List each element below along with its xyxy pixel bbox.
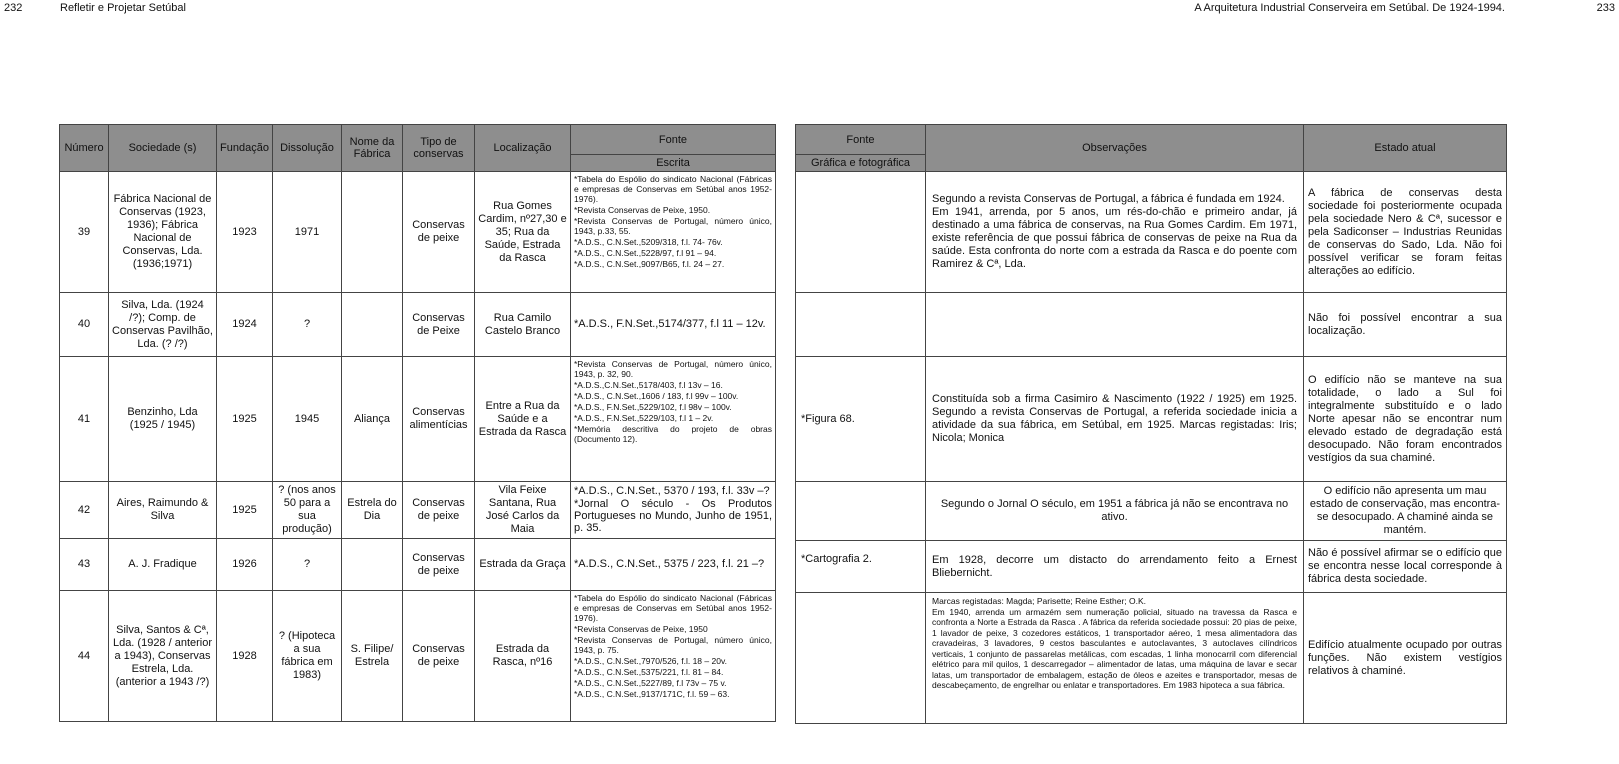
source-entry: *A.D.S., C.N.Set.,5209/318, f.l. 74- 76v. <box>574 237 723 247</box>
cell-tipo: Conservas alimentícias <box>403 357 475 482</box>
cell-nome-fabrica: Estrela do Dia <box>342 482 403 539</box>
cell-sociedade: Silva, Lda. (1924 /?); Comp. de Conservas Pavilhão, Lda. (? /?) <box>109 293 217 357</box>
header-escrita: Escrita <box>571 155 776 172</box>
cell-fonte-escrita <box>571 357 776 482</box>
cell-numero: 44 <box>60 591 109 722</box>
source-entry: *A.D.S., C.N.Set.,5227/89, f.l 73v – 75 v. <box>574 678 727 688</box>
cell-estado-atual: A fábrica de conservas desta sociedade foi posteriormente ocupada pela sociedade Nero & Cª, sucessor e pela Sadiconser – Industrias Reunidas de conservas do Sado, Lda. Não foi possível verificar se foram feitas alterações ao edifício. <box>1304 172 1507 293</box>
cell-estado-atual: O edifício não apresenta um mau estado de conservação, mas encontra-se desocupado. A chaminé ainda se mantém. <box>1304 482 1507 541</box>
cell-dissolucao: 1971 <box>273 172 342 293</box>
cell-localizacao: Entre a Rua da Saúde e a Estrada da Rasca <box>475 357 571 482</box>
cell-numero: 42 <box>60 482 109 539</box>
header-numero: Número <box>60 125 109 172</box>
table-row <box>796 482 1507 541</box>
left-page-number: 232 <box>4 2 23 14</box>
cell-observacoes <box>926 593 1304 724</box>
cell-localizacao: Rua Camilo Castelo Branco <box>475 293 571 357</box>
source-entry: *Memória descritiva do projeto de obras (Documento 12). <box>574 424 772 444</box>
observation-paragraph: Em 1928, decorre um distacto do arrendamento feito a Ernest Bliebernicht. <box>932 553 1297 579</box>
source-entry: *A.D.S., C.N.Set.,1606 / 183, f.l 99v – 100v. <box>574 391 739 401</box>
table-row <box>60 591 776 722</box>
source-entry: *A.D.S., F.N.Set.,5229/102, f.l 98v – 100v. <box>574 402 732 412</box>
source-entry: *A.D.S.,C.N.Set.,5178/403, f.l 13v – 16. <box>574 380 723 390</box>
cell-fonte-escrita <box>571 293 776 357</box>
source-entry: *A.D.S., C.N.Set., 5375 / 223, f.l. 21 –? <box>574 558 765 570</box>
observation-paragraph: Segundo o Jornal O século, em 1951 a fábrica já não se encontrava no ativo. <box>940 498 1289 523</box>
cell-dissolucao: ? (Hipoteca a sua fábrica em 1983) <box>273 591 342 722</box>
observation-paragraph: Segundo a revista Conservas de Portugal, a fábrica é fundada em 1924. <box>932 193 1285 205</box>
cell-fundacao: 1928 <box>217 591 273 722</box>
cell-sociedade: Benzinho, Lda (1925 / 1945) <box>109 357 217 482</box>
cell-observacoes <box>926 172 1304 293</box>
source-entry: *Revista Conservas de Peixe, 1950 <box>574 624 708 634</box>
cell-numero: 41 <box>60 357 109 482</box>
header-dissolucao: Dissolução <box>273 125 342 172</box>
table-row <box>60 357 776 482</box>
header-nome-fabrica: Nome da Fábrica <box>342 125 403 172</box>
factories-table-left <box>59 124 776 722</box>
cell-estado-atual: O edifício não se manteve na sua totalidade, o lado a Sul foi integralmente substituído e o lado Norte apesar não se encontrar num elevado estado de degradação está desocupado. Não foram encontrados vestígios da sua chaminé. <box>1304 357 1507 482</box>
source-entry: *Tabela do Espólio do sindicato Nacional (Fábricas e empresas de Conservas em Setúbal anos 1952-1976). <box>574 174 772 204</box>
cell-nome-fabrica <box>342 539 403 591</box>
source-entry: *Revista Conservas de Peixe, 1950. <box>574 205 711 215</box>
cell-grafica <box>796 482 926 541</box>
right-page-number: 233 <box>1596 2 1615 14</box>
header-fundacao: Fundação <box>217 125 273 172</box>
cell-fundacao: 1925 <box>217 482 273 539</box>
cell-tipo: Conservas de peixe <box>403 539 475 591</box>
header-observacoes: Observações <box>926 125 1304 172</box>
cell-fonte-escrita <box>571 172 776 293</box>
cell-sociedade: Aires, Raimundo & Silva <box>109 482 217 539</box>
observation-paragraph: Em 1941, arrenda, por 5 anos, um rés-do-chão e primeiro andar, já destinado a uma fábrica de conservas, na Rua Gomes Cardim. Em 1971, existe referência de que possui fábrica de conservas de peixe na Rua da saúde. Esta confronta do norte com a estrada da Rasca e do poente com Ramirez & Cª, Lda. <box>932 206 1297 270</box>
cell-dissolucao: 1945 <box>273 357 342 482</box>
table-row <box>796 357 1507 482</box>
cell-localizacao: Vila Feixe Santana, Rua José Carlos da Maia <box>475 482 571 539</box>
cell-sociedade: Silva, Santos & Cª, Lda. (1928 / anterior a 1943), Conservas Estrela, Lda. (anterior a 1943 /?) <box>109 591 217 722</box>
cell-observacoes <box>926 357 1304 482</box>
cell-observacoes <box>926 293 1304 357</box>
cell-estado-atual: Edifício atualmente ocupado por outras funções. Não existem vestígios relativos à chaminé. <box>1304 593 1507 724</box>
header-fonte-right: Fonte <box>796 125 926 155</box>
table-row <box>60 482 776 539</box>
observation-paragraph: Constituída sob a firma Casimiro & Nascimento (1922 / 1925) em 1925. Segundo a revista Conservas de Portugal, a referida sociedade inicia a atividade da sua fábrica, em Setúbal, em 1925. Marcas registadas: Iris; Nicola; Monica <box>932 393 1297 444</box>
source-entry: *A.D.S., F.N.Set.,5174/377, f.l 11 – 12v. <box>574 318 766 330</box>
cell-fundacao: 1924 <box>217 293 273 357</box>
table-row <box>60 172 776 293</box>
header-localizacao: Localização <box>475 125 571 172</box>
table-row <box>60 293 776 357</box>
left-running-title: Refletir e Projetar Setúbal <box>60 2 186 14</box>
cell-fundacao: 1925 <box>217 357 273 482</box>
cell-numero: 39 <box>60 172 109 293</box>
source-entry: *Jornal O século - Os Produtos Portugueses no Mundo, Junho de 1951, p. 35. <box>574 498 772 534</box>
cell-grafica: *Cartografia 2. <box>796 541 926 593</box>
table-row <box>796 293 1507 357</box>
source-entry: *A.D.S., C.N.Set.,9137/171C, f.l. 59 – 63. <box>574 689 730 699</box>
source-entry: *A.D.S., F.N.Set.,5229/103, f.l 1 – 2v. <box>574 413 714 423</box>
cell-grafica <box>796 293 926 357</box>
cell-dissolucao: ? (nos anos 50 para a sua produção) <box>273 482 342 539</box>
observation-paragraph: Em 1940, arrenda um armazém sem numeração policial, situado na travessa da Rasca e confronta a Norte a Estrada da Rasca . A fábrica da referida sociedade possui: 20 pias de peixe, 1 lavador de peixe, 3 cozedores estáticos, 1 transportador aéreo, 1 mesa alimentadora das cravadeiras, 3 lavadores, 9 cestos basculantes e autoclavantes, 3 autoclaves cilíndricos verticais, 1 conjunto de passarelas metálicas, com escadas, 1 linha monocarril com diferencial elétrico para mil quilos, 1 descarregador – alimentador de latas, uma máquina de lavar e secar latas, um transportador de embalagem, estação de óleos e azeites e transportador, mesas de descabeçamento, de engrelhar ou enlatar e transportadores. Em 1983 hipoteca a sua fábrica. <box>932 606 1297 690</box>
header-fonte: Fonte <box>571 125 776 155</box>
cell-grafica <box>796 593 926 724</box>
cell-tipo: Conservas de Peixe <box>403 293 475 357</box>
cell-dissolucao: ? <box>273 539 342 591</box>
right-running-title: A Arquitetura Industrial Conserveira em Setúbal. De 1924-1994. <box>1194 2 1505 14</box>
cell-tipo: Conservas de peixe <box>403 482 475 539</box>
header-tipo-conservas: Tipo de conservas <box>403 125 475 172</box>
cell-dissolucao: ? <box>273 293 342 357</box>
table-row <box>796 541 1507 593</box>
cell-fundacao: 1926 <box>217 539 273 591</box>
table-row <box>796 593 1507 724</box>
cell-nome-fabrica: S. Filipe/ Estrela <box>342 591 403 722</box>
source-entry: *A.D.S., C.N.Set.,5228/97, f.l 91 – 94. <box>574 248 717 258</box>
cell-sociedade: A. J. Fradique <box>109 539 217 591</box>
source-entry: *A.D.S., C.N.Set.,7970/526, f.l. 18 – 20v. <box>574 656 727 666</box>
source-entry: *Revista Conservas de Portugal, número único, 1943, p. 32, 90. <box>574 359 772 379</box>
cell-nome-fabrica <box>342 172 403 293</box>
source-entry: *A.D.S., C.N.Set., 5370 / 193, f.l. 33v –? <box>574 485 770 497</box>
cell-numero: 43 <box>60 539 109 591</box>
cell-nome-fabrica <box>342 293 403 357</box>
cell-localizacao: Rua Gomes Cardim, nº27,30 e 35; Rua da Saúde, Estrada da Rasca <box>475 172 571 293</box>
cell-observacoes <box>926 482 1304 541</box>
header-sociedade: Sociedade (s) <box>109 125 217 172</box>
cell-nome-fabrica: Aliança <box>342 357 403 482</box>
cell-localizacao: Estrada da Graça <box>475 539 571 591</box>
cell-tipo: Conservas de peixe <box>403 591 475 722</box>
cell-estado-atual: Não é possível afirmar se o edifício que se encontra nesse local corresponde à fábrica desta sociedade. <box>1304 541 1507 593</box>
source-entry: *Tabela do Espólio do sindicato Nacional (Fábricas e empresas de Conservas em Setúbal anos 1952-1976). <box>574 593 772 623</box>
header-grafica: Gráfica e fotográfica <box>796 155 926 172</box>
cell-observacoes <box>926 541 1304 593</box>
factories-table-right <box>795 124 1507 724</box>
table-row <box>60 539 776 591</box>
cell-fonte-escrita <box>571 482 776 539</box>
cell-fonte-escrita <box>571 539 776 591</box>
cell-localizacao: Estrada da Rasca, nº16 <box>475 591 571 722</box>
observation-paragraph: Marcas registadas: Magda; Parisette; Reine Esther; O.K. <box>932 596 1147 606</box>
source-entry: *A.D.S., C.N.Set.,5375/221, f.l. 81 – 84. <box>574 667 724 677</box>
cell-grafica: *Figura 68. <box>796 357 926 482</box>
header-estado-atual: Estado atual <box>1304 125 1507 172</box>
cell-estado-atual: Não foi possível encontrar a sua localização. <box>1304 293 1507 357</box>
cell-grafica <box>796 172 926 293</box>
cell-fonte-escrita <box>571 591 776 722</box>
source-entry: *Revista Conservas de Portugal, número único, 1943, p.33, 55. <box>574 216 772 236</box>
source-entry: *Revista Conservas de Portugal, número único, 1943, p. 75. <box>574 635 772 655</box>
cell-sociedade: Fábrica Nacional de Conservas (1923, 1936); Fábrica Nacional de Conservas, Lda. (1936;1971) <box>109 172 217 293</box>
cell-tipo: Conservas de peixe <box>403 172 475 293</box>
source-entry: *A.D.S., C.N.Set.,9097/B65, f.l. 24 – 27. <box>574 259 725 269</box>
cell-fundacao: 1923 <box>217 172 273 293</box>
cell-numero: 40 <box>60 293 109 357</box>
table-row <box>796 172 1507 293</box>
